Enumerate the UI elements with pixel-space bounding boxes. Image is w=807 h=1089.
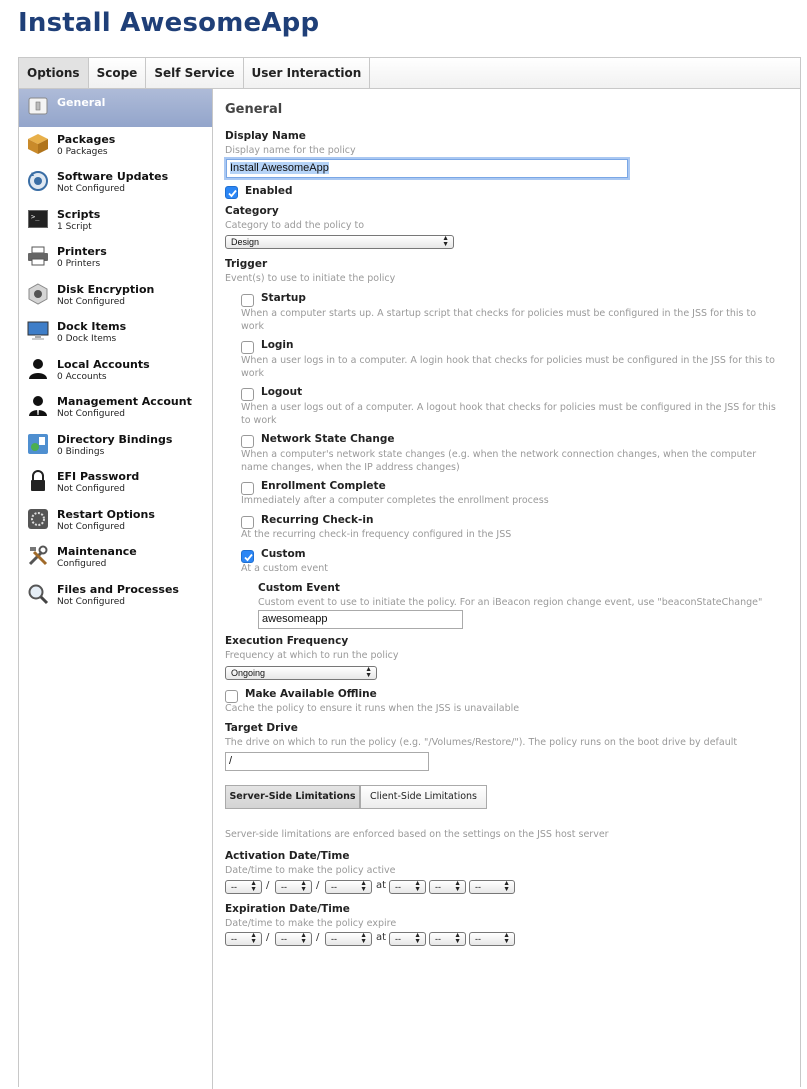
expiration-ampm-select[interactable] (469, 932, 515, 946)
network-state-change-checkbox[interactable] (241, 435, 254, 448)
activation-minute-select[interactable] (429, 880, 466, 894)
sidebar-item-subtitle: 0 Accounts (57, 371, 107, 382)
sidebar-item-subtitle: 1 Script (57, 221, 92, 232)
enrollment-complete-label: Enrollment Complete (261, 480, 386, 492)
sidebar-item-title: Local Accounts (57, 357, 150, 371)
select-value: -- (231, 934, 237, 944)
sidebar-item-subtitle: Not Configured (57, 409, 125, 419)
sidebar-item-subtitle: 0 Bindings (57, 446, 105, 457)
sidebar-item-disk-encryption[interactable] (19, 277, 212, 315)
tab-server-side-limitations[interactable]: Server-Side Limitations (225, 785, 360, 809)
sidebar-item-title: EFI Password (57, 470, 140, 483)
sidebar-item-title: Disk Encryption (57, 282, 155, 296)
sidebar-item-subtitle: 0 Packages (57, 146, 108, 157)
enrollment-complete-desc: Immediately after a computer completes the enrollment process (241, 495, 549, 506)
restart-icon (27, 508, 49, 530)
sidebar-item-software-updates[interactable] (19, 164, 212, 202)
select-arrows-icon: ▲ ▼ (454, 880, 461, 893)
monitor-icon (27, 320, 49, 342)
activation-month-select[interactable] (225, 880, 262, 894)
startup-label: Startup (261, 292, 306, 304)
sidebar-item-subtitle: Not Configured (57, 521, 125, 532)
at-label: at (376, 880, 387, 891)
limitations-desc: Server-side limitations are enforced based on the settings on the JSS host server (225, 829, 609, 840)
sidebar-item-title: General (57, 96, 106, 109)
select-arrows-icon: ▲ ▼ (250, 880, 257, 893)
network-state-change-label: Network State Change (261, 433, 395, 445)
printer-icon (27, 245, 49, 267)
login-desc: When a user logs in to a computer. A login hook that checks for policies must be configured in the JSS for this to work (241, 355, 775, 379)
tab-self-service[interactable]: Self Service (146, 58, 243, 88)
select-value: -- (281, 934, 287, 944)
select-arrows-icon: ▲ ▼ (442, 235, 449, 248)
display-name-input[interactable] (226, 159, 628, 178)
select-value: -- (231, 882, 237, 892)
expiration-desc: Date/time to make the policy expire (225, 918, 397, 929)
select-value: -- (475, 882, 481, 892)
display-name-value: Install AwesomeApp (230, 162, 329, 174)
custom-desc: At a custom event (241, 563, 328, 574)
sidebar-item-subtitle: Not Configured (57, 296, 125, 307)
sidebar-item-scripts[interactable] (19, 202, 212, 240)
sidebar-item-local-accounts[interactable] (19, 352, 212, 390)
expiration-day-select[interactable] (275, 932, 312, 946)
page-title: Install AwesomeApp (18, 8, 320, 38)
select-value: -- (331, 934, 337, 944)
expiration-label: Expiration Date/Time (225, 903, 350, 915)
directory-icon (27, 433, 49, 455)
activation-desc: Date/time to make the policy active (225, 865, 396, 876)
select-arrows-icon: ▲ ▼ (360, 880, 367, 893)
display-name-desc: Display name for the policy (225, 145, 356, 156)
checkmark-icon (227, 188, 238, 199)
sidebar-item-packages[interactable] (19, 127, 212, 165)
execution-frequency-desc: Frequency at which to run the policy (225, 650, 399, 661)
sidebar-item-directory-bindings[interactable] (19, 427, 212, 465)
tab-scope[interactable]: Scope (89, 58, 147, 88)
admin-user-icon (27, 395, 49, 417)
select-value: -- (331, 882, 337, 892)
date-separator: / (316, 880, 320, 891)
sidebar-item-title: Management Account (57, 395, 192, 408)
tools-icon (27, 545, 49, 567)
sidebar-item-management-account[interactable] (19, 389, 212, 427)
make-available-offline-desc: Cache the policy to ensure it runs when the JSS is unavailable (225, 703, 520, 714)
section-heading: General (225, 102, 283, 117)
enabled-checkbox[interactable] (225, 186, 238, 199)
recurring-check-in-desc: At the recurring check-in frequency configured in the JSS (241, 529, 512, 540)
login-label: Login (261, 339, 294, 351)
login-checkbox[interactable] (241, 341, 254, 354)
custom-event-label: Custom Event (258, 582, 340, 594)
make-available-offline-label: Make Available Offline (245, 688, 377, 700)
activation-year-select[interactable] (325, 880, 372, 894)
disk-encryption-icon (27, 283, 49, 305)
at-label: at (376, 932, 387, 943)
svg-text:>_: >_ (31, 212, 40, 221)
logout-label: Logout (261, 386, 303, 398)
expiration-year-select[interactable] (325, 932, 372, 946)
activation-label: Activation Date/Time (225, 850, 350, 862)
sidebar-item-title: Software Updates (57, 170, 169, 183)
sidebar-item-efi-password[interactable] (19, 464, 212, 502)
select-value: -- (435, 882, 441, 892)
tab-user-interaction[interactable]: User Interaction (244, 58, 371, 88)
network-state-change-desc: When a computer's network state changes (e.g. when the network connection changes, when the computer name changes, when the IP address changes) (241, 449, 757, 473)
execution-frequency-label: Execution Frequency (225, 635, 349, 647)
select-arrows-icon: ▲ ▼ (250, 932, 257, 945)
sidebar-item-title: Dock Items (57, 320, 127, 333)
activation-ampm-select[interactable] (469, 880, 515, 894)
sidebar-item-maintenance[interactable] (19, 539, 212, 577)
select-arrows-icon: ▲ ▼ (414, 880, 421, 893)
sidebar-item-title: Files and Processes (57, 582, 179, 596)
logout-checkbox[interactable] (241, 388, 254, 401)
enabled-label: Enabled (245, 185, 293, 197)
date-separator: / (316, 932, 320, 943)
sidebar-item-title: Maintenance (57, 545, 137, 558)
lock-icon (27, 470, 49, 492)
sidebar-item-subtitle: Configured (57, 559, 107, 569)
select-arrows-icon: ▲ ▼ (300, 932, 307, 945)
recurring-check-in-checkbox[interactable] (241, 516, 254, 529)
recurring-check-in-label: Recurring Check-in (261, 514, 374, 526)
select-arrows-icon: ▲ ▼ (365, 666, 372, 679)
custom-event-desc: Custom event to use to initiate the policy. For an iBeacon region change event, use "beaconStateChange" (258, 597, 763, 608)
sidebar-item-general[interactable] (19, 89, 212, 127)
select-arrows-icon: ▲ ▼ (503, 880, 510, 893)
custom-label: Custom (261, 548, 306, 560)
tab-bar (19, 58, 800, 89)
execution-frequency-select[interactable] (225, 666, 377, 680)
select-arrows-icon: ▲ ▼ (360, 932, 367, 945)
target-drive-input[interactable]: / (225, 752, 429, 771)
sidebar-item-restart-options[interactable] (19, 502, 212, 540)
policy-frame (18, 57, 801, 1087)
tab-options[interactable]: Options (19, 58, 89, 88)
custom-checkbox[interactable] (241, 550, 254, 563)
sidebar-item-dock-items[interactable] (19, 314, 212, 352)
target-drive-label: Target Drive (225, 722, 298, 734)
general-icon (27, 95, 49, 117)
display-name-label: Display Name (225, 130, 306, 142)
sidebar-item-title: Directory Bindings (57, 432, 173, 446)
sidebar-item-subtitle: Not Configured (57, 596, 125, 607)
select-value: -- (435, 934, 441, 944)
expiration-hour-select[interactable] (389, 932, 426, 946)
sidebar-item-subtitle: Not Configured (57, 184, 125, 194)
startup-checkbox[interactable] (241, 294, 254, 307)
sidebar-item-title: Printers (57, 245, 107, 258)
sidebar-item-title: Packages (57, 132, 116, 146)
sidebar-item-subtitle: 0 Dock Items (57, 334, 117, 344)
date-separator: / (266, 932, 270, 943)
magnifier-icon (27, 583, 49, 605)
select-arrows-icon: ▲ ▼ (414, 932, 421, 945)
sidebar-item-subtitle: 0 Printers (57, 259, 101, 269)
category-value: Design (231, 237, 260, 247)
enrollment-complete-checkbox[interactable] (241, 482, 254, 495)
tab-client-side-limitations[interactable]: Client-Side Limitations (360, 785, 487, 809)
select-arrows-icon: ▲ ▼ (300, 880, 307, 893)
select-value: -- (281, 882, 287, 892)
category-label: Category (225, 205, 279, 217)
execution-frequency-value: Ongoing (231, 668, 266, 678)
category-select[interactable] (225, 235, 454, 249)
sidebar-item-files-and-processes[interactable] (19, 577, 212, 615)
select-value: -- (475, 934, 481, 944)
expiration-month-select[interactable] (225, 932, 262, 946)
sidebar-item-title: Restart Options (57, 507, 155, 521)
checkmark-icon (243, 552, 254, 563)
startup-desc: When a computer starts up. A startup script that checks for policies must be configured in the JSS for this to work (241, 308, 757, 332)
sidebar-item-title: Scripts (57, 207, 101, 221)
select-arrows-icon: ▲ ▼ (503, 932, 510, 945)
expiration-minute-select[interactable] (429, 932, 466, 946)
custom-event-input[interactable]: awesomeapp (258, 610, 463, 629)
package-icon (27, 133, 49, 155)
date-separator: / (266, 880, 270, 891)
select-value: -- (395, 934, 401, 944)
software-update-icon (27, 170, 49, 192)
sidebar-item-printers[interactable] (19, 239, 212, 277)
activation-hour-select[interactable] (389, 880, 426, 894)
terminal-icon (27, 208, 49, 230)
make-available-offline-checkbox[interactable] (225, 690, 238, 703)
activation-day-select[interactable] (275, 880, 312, 894)
select-value: -- (395, 882, 401, 892)
category-desc: Category to add the policy to (225, 220, 365, 231)
trigger-desc: Event(s) to use to initiate the policy (225, 273, 396, 284)
sidebar (19, 89, 213, 1089)
trigger-label: Trigger (225, 258, 268, 270)
sidebar-item-subtitle: Not Configured (57, 484, 125, 494)
user-icon (27, 358, 49, 380)
select-arrows-icon: ▲ ▼ (454, 932, 461, 945)
logout-desc: When a user logs out of a computer. A logout hook that checks for policies must be configured in the JSS for this to work (241, 402, 776, 426)
target-drive-desc: The drive on which to run the policy (e.g. "/Volumes/Restore/"). The policy runs on the boot drive by default (225, 737, 738, 748)
